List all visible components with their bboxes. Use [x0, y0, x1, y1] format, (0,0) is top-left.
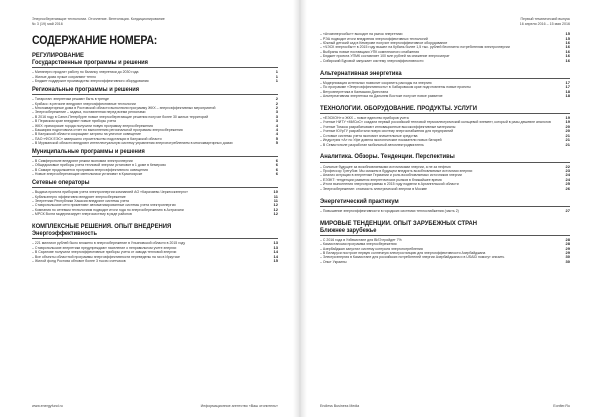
toc-section [320, 105, 570, 150]
toc-entry-page: 29 [565, 245, 570, 251]
toc-section [320, 70, 570, 101]
toc-entry-title: – Энергосбережение – задача, поставленная перед всеми регионами [32, 110, 146, 115]
toc-entry-page: 16 [565, 53, 570, 59]
toc-entry-page: 15 [565, 31, 570, 37]
right-header-line-1: Первый тематический выпуск [520, 17, 570, 21]
toc-entry-page: 4 [275, 122, 278, 128]
toc-section [32, 52, 278, 86]
toc-entry-title: – Бюджет проекта УПМК составляет 100 млн рублей на снижение энергозатрат [320, 54, 450, 59]
toc-entry-page: 16 [565, 48, 570, 54]
page-gutter-shadow [293, 0, 307, 417]
toc-entry-page: 4 [275, 126, 278, 132]
toc-entry-page: 11 [273, 198, 278, 204]
toc-entry-page: 20 [565, 128, 570, 134]
right-page [300, 0, 600, 417]
toc-entry-page: 24 [565, 176, 570, 182]
toc-entry-title: – В Симферополе внедряют режим экономии электроэнергии [32, 159, 133, 164]
toc-entry-title: – «ЧЭСК энергосбыт» в 2015 году вышел на Кубань более 1,5 тыс. рублей бесплатно потребителям электроэнергии [320, 45, 510, 50]
toc-entry[interactable] [32, 79, 278, 83]
toc-entry[interactable] [320, 94, 570, 98]
toc-entry-title: – 221 миллион рублей было вложено в энергосбережение в Ульяновской области в 2015 году [32, 241, 186, 246]
toc-entry-title: – Профессор Трегубов: Мы сможем в будущем внедрять возобновляемые источники энергии [320, 169, 473, 174]
subsection-title: Муниципальные программы и решения [32, 148, 145, 156]
toc-entry-page: 27 [565, 207, 570, 213]
toc-entry-page: 14 [273, 249, 278, 255]
subsection-title: Региональные программы и решения [32, 86, 140, 94]
subsection-title: Сетевые операторы [32, 179, 90, 187]
toc-entry-page: 28 [565, 241, 570, 247]
toc-entry-title: – В 2016 году в Санкт-Петербурге новые энергосберегающие решения получат более 30 жилых территорий [32, 114, 209, 119]
section-rule [320, 113, 570, 114]
left-header-line-1: Энергосберегающие технологии. Отопление. Вентиляция. Кондиционирование [32, 17, 165, 21]
toc-entry-title: – Электроэнергия в Казахстане для российских потребителей энергии Азербайджана и в USAID помогут снизить [320, 255, 505, 260]
toc-entry-page: 19 [565, 119, 570, 125]
toc-entry-title: – Татарстан: энергетики решают быть в тренде [32, 97, 109, 102]
section-title: Аналитика. Обзоры. Тенденции. Перспективы [320, 153, 455, 161]
toc-entry-page: 1 [275, 69, 278, 75]
toc-title: СОДЕРЖАНИЕ НОМЕРА: [32, 35, 158, 48]
toc-entry-page: 13 [273, 240, 278, 246]
toc-entry-title: – Альтернативная энергетика на Дальнем Востоке получит новое развитие [320, 93, 443, 98]
toc-entry-page: 5 [275, 140, 278, 146]
section-rule [320, 78, 570, 79]
toc-entry-page: 11 [273, 193, 278, 199]
toc-section [32, 179, 278, 219]
left-toc-sections [32, 52, 278, 266]
toc-entry-page: 2 [275, 96, 278, 102]
toc-entry-title: – Минэнерго продлит работу по балансу энергетики до 2030 года [32, 70, 139, 75]
toc-entry-page: 10 [273, 189, 278, 195]
toc-entry-title: – Бюджет поддержит производство энергоэффективного оборудования [32, 79, 149, 84]
toc-entry[interactable] [32, 212, 278, 216]
toc-entry-title: – Ученые ЮУрГУ разработали новую систему энергоснабжения для предприятий [320, 129, 454, 134]
section-gap [320, 191, 570, 194]
toc-entry-page: 29 [565, 250, 570, 256]
toc-entry-page: 12 [273, 202, 278, 208]
toc-entry-page: 23 [565, 168, 570, 174]
toc-entry-title: – Ученые НИТУ «МИСиС» создали первый российский тепловой термоэлектрический кольцевой элемент, который в разы дешевле аналогов [320, 120, 551, 125]
toc-entry-page: 3 [275, 109, 278, 115]
section-gap [320, 63, 570, 66]
toc-entry-page: 1 [275, 78, 278, 84]
subsection-title: Государственные программы и решения [32, 59, 148, 67]
toc-entry-page: 12 [273, 211, 278, 217]
toc-entry-title: – МРСК Волги модернизирует энергосистему в ряде районов [32, 212, 132, 217]
toc-entry-title: – Энергосбережение: стоимость электрической энергии в Москве [320, 186, 427, 191]
toc-entry-title: – «Атомэнергосбыт» выходит на рынок энергетики [320, 32, 403, 37]
toc-entry-title: – В Мурманской области внедряют интеллектуальную систему управления энергопотреблением в многоквартирных домах [32, 141, 233, 146]
right-toc-sections [320, 70, 570, 267]
toc-entry-title: – Казахстанская программа энергосбережения [320, 242, 397, 247]
section-title: МИРОВЫЕ ТЕНДЕНЦИИ. ОПЫТ ЗАРУБЕЖНЫХ СТРАН [320, 219, 478, 227]
section-title: КОМПЛЕКСНЫЕ РЕШЕНИЯ. ОПЫТ ВНЕДРЕНИЯ [32, 223, 172, 231]
subsection-title: Ближнее зарубежье [320, 226, 377, 234]
toc-section [32, 86, 278, 148]
toc-entry-title: – Компания по сетевым технологиям подводит итоги года по энергосбережению в Астрахани [32, 207, 184, 212]
toc-entry-page: 18 [565, 92, 570, 98]
toc-entry-page: 28 [565, 236, 570, 242]
toc-section [32, 223, 278, 266]
toc-entry-title: – По программе «Энергоэффективность» в Хабаровском крае подготовлены новые проекты [320, 85, 471, 90]
section-rule [32, 187, 278, 188]
toc-entry-page: 6 [275, 158, 278, 164]
toc-entry-title: – Многоквартирные дома в Ростовской области выполнили программу ЖКХ – энергоэффективных мероприятий [32, 105, 216, 110]
toc-entry-title: – Сибирский Буровой запускает систему энергоэффективности [320, 58, 424, 63]
toc-entry-page: 21 [565, 132, 570, 138]
section-rule [320, 206, 570, 207]
right-top-items [320, 32, 570, 65]
toc-entry-title: – Ученые Томска разрабатывают инновационные высокоэффективные материалы [320, 124, 456, 129]
section-rule [32, 67, 278, 68]
section-title: РЕГУЛИРОВАНИЕ [32, 52, 84, 60]
toc-entry-page: 21 [565, 137, 570, 143]
toc-entry-page: 14 [273, 253, 278, 259]
toc-entry-page: 4 [275, 131, 278, 137]
toc-entry-page: 16 [565, 57, 570, 63]
toc-entry-page: 30 [565, 258, 570, 264]
toc-entry-page: 30 [565, 254, 570, 260]
toc-entry-page: 2 [275, 104, 278, 110]
toc-entry-page: 15 [273, 257, 278, 263]
toc-entry[interactable] [320, 209, 570, 213]
toc-entry-page: 26 [565, 185, 570, 191]
left-footer-publisher: Информационное агентство «Ваш отопитель» [200, 404, 278, 408]
section-gap [320, 264, 570, 267]
subsection-title: Энергоэффективность [32, 230, 97, 238]
toc-entry-title: – Кубаньэнерго эффективно внедряет энергосбережение [32, 194, 126, 199]
toc-entry-title: – ПАО «ФСК ЕЭС» завершило строительство подстанции в Калужской области [32, 136, 162, 141]
left-header-line-2: № 3 (19) май 2016 [32, 21, 63, 26]
section-gap [32, 217, 278, 220]
toc-entry[interactable] [32, 172, 278, 176]
toc-entry-page: 17 [565, 79, 570, 85]
toc-entry-title: – Выбраны новые поставщики УПК комплексного снабжения [320, 49, 420, 54]
right-footer-site: Eonfier.Ru [553, 404, 570, 408]
right-footer-company: Endless Business Media [320, 404, 360, 408]
section-gap [320, 147, 570, 150]
section-rule [32, 94, 278, 95]
toc-entry[interactable] [320, 59, 570, 63]
section-title: Энергетический практикум [320, 197, 399, 205]
section-gap [32, 263, 278, 266]
toc-entry-title: – Анализ ситуации в энергетике Германии и роль возобновляемых источников энергии [320, 173, 462, 178]
toc-entry-title: – «ЕЭСКОН» и ЖКХ – новое единство приборов учета [320, 116, 409, 121]
section-rule [32, 156, 278, 157]
toc-entry-page: 1 [275, 73, 278, 79]
section-title: Альтернативная энергетика [320, 69, 402, 77]
toc-entry-title: – В Самаре продолжается программа энергоэффективного освещения [32, 167, 148, 172]
toc-entry-title: – Ставропольские энергетики предупреждают население о неправильном учете энергии [32, 245, 177, 250]
toc-entry[interactable] [32, 259, 278, 263]
toc-entry-title: – РЭА подводит итоги внедрения энергоэффективных технологий [320, 36, 428, 41]
toc-entry-title: – В Саратове получили энергоэффективные приборы учета от завода тепловой энергии [32, 250, 177, 255]
toc-entry-page: 6 [275, 171, 278, 177]
toc-entry-page: 18 [565, 88, 570, 94]
toc-entry-title: – Ветроэнергетика в Калмыкии Дагестана [320, 89, 389, 94]
toc-entry-title: – Сотовые системы учета экономят значительные средства [320, 133, 418, 138]
toc-entry-title: – Жилой фонд Ростова обновит более 3 тысяч счетчиков [32, 258, 126, 263]
toc-entry-page: 19 [565, 115, 570, 121]
toc-section [32, 148, 278, 179]
toc-entry-title: – ЕЭЭКТ: тенденции развития энергетических рынков в ближайшее время [320, 177, 442, 182]
toc-section [320, 220, 570, 267]
toc-entry[interactable] [320, 187, 570, 191]
toc-entry-title: – Опыт Украины [320, 259, 347, 264]
toc-entry-title: – Ставропольские сети применяют автоматизированные системы учета электроэнергии [32, 203, 176, 208]
section-gap [320, 98, 570, 101]
toc-entry-page: 13 [273, 244, 278, 250]
toc-entry-title: – Жилые дома лучше сохраняют тепло [32, 74, 96, 79]
toc-entry-page: 3 [275, 118, 278, 124]
toc-entry-title: – С 2016 года в Узбекистане для ВИЭ пройдет 7% [320, 237, 402, 242]
toc-entry-page: 6 [275, 166, 278, 172]
toc-entry-title: – Южный детский сад в Кемерове получит энергоэффективное оборудование [320, 41, 448, 45]
toc-entry-page: 25 [565, 181, 570, 187]
toc-entry-title: – ЖКХ: приморские города получили новую программу энергосбережения [32, 123, 153, 128]
toc-entry-title: – Повышение энергоэффективности в городских системах теплоснабжения (часть 2) [320, 208, 459, 213]
toc-entry-title: – Все объекты областной программы энергоэффективности переведены на газ в Иркутске [32, 254, 180, 259]
toc-entry[interactable] [320, 260, 570, 264]
toc-entry-title: – Энергетики Республики Хакасия внедряют системы учета [32, 199, 129, 204]
toc-entry-page: 16 [565, 40, 570, 45]
left-footer-site: www.energyfund.ru [32, 404, 63, 408]
toc-entry-title: – Общедомовые приборы учета тепловой энергии установят в 1 доме в Кемерово [32, 163, 166, 168]
toc-entry-title: – В Калужской области сокращают затраты на уличное освещение [32, 132, 141, 137]
toc-entry-page: 16 [565, 44, 570, 50]
toc-entry-page: 15 [565, 35, 570, 41]
toc-entry-title: – В Пермском крае внедряют новые приборы учета [32, 119, 116, 124]
toc-entry-page: 21 [565, 141, 570, 147]
toc-entry-page: 12 [273, 206, 278, 212]
section-rule [320, 235, 570, 236]
toc-entry-page: 24 [565, 172, 570, 178]
section-title: ТЕХНОЛОГИИ. ОБОРУДОВАНИЕ. ПРОДУКТЫ. УСЛУГИ [320, 104, 477, 112]
toc-entry-title: – Башкирия подготовила отчет по выполнению региональной программы энергосбережения [32, 127, 183, 132]
section-rule [32, 238, 278, 239]
right-header-line-2: 16 апреля 2016 – 15 мая 2016 [519, 21, 570, 26]
section-gap [320, 213, 570, 216]
section-rule [320, 162, 570, 163]
toc-entry-title: – Модернизация котельных позволит сократить расходы на энергию [320, 80, 432, 85]
toc-entry-title: – Итоги выполнения энергопрограммы в 2015 году подвели в Архангельской области [320, 182, 459, 187]
toc-entry-page: 17 [565, 84, 570, 90]
toc-entry-title: – В Севастополе разработан мобильный автоэлектродвигатель [320, 142, 424, 147]
toc-entry-page: 2 [275, 100, 278, 106]
toc-entry[interactable] [32, 141, 278, 145]
toc-entry-page: 22 [565, 163, 570, 169]
toc-entry-title: – В Беларуси построят первую солнечную электростанцию для энергоэффективности Азербайджана [320, 251, 486, 256]
toc-entry-page: 3 [275, 113, 278, 119]
toc-section [320, 153, 570, 193]
toc-entry-page: 6 [275, 162, 278, 168]
toc-entry-title: – Азербайджан запустил систему контроля энергопотребления [320, 246, 423, 251]
toc-entry-title: – Индустрия «А» по Уфе довела экологические показатели новых батарей [320, 138, 442, 143]
toc-entry[interactable] [320, 143, 570, 147]
toc-section [320, 198, 570, 216]
toc-entry-title: – Сильные будущее за возобновляемыми источниками энергии, а не за нефтью [320, 164, 451, 169]
toc-entry-title: – Новые энергосберегающие светильники установят в Красноярске [32, 172, 143, 177]
toc-entry-title: – Кузбасс: в регионе внедряют энергоэффективные технологии [32, 101, 136, 106]
toc-entry-page: 5 [275, 135, 278, 141]
toc-entry-page: 20 [565, 123, 570, 129]
toc-entry-title: – Выдача проекта приборам учета электроэнергии компанией АО «Карачаево-Черкесскэнерго» [32, 190, 189, 195]
